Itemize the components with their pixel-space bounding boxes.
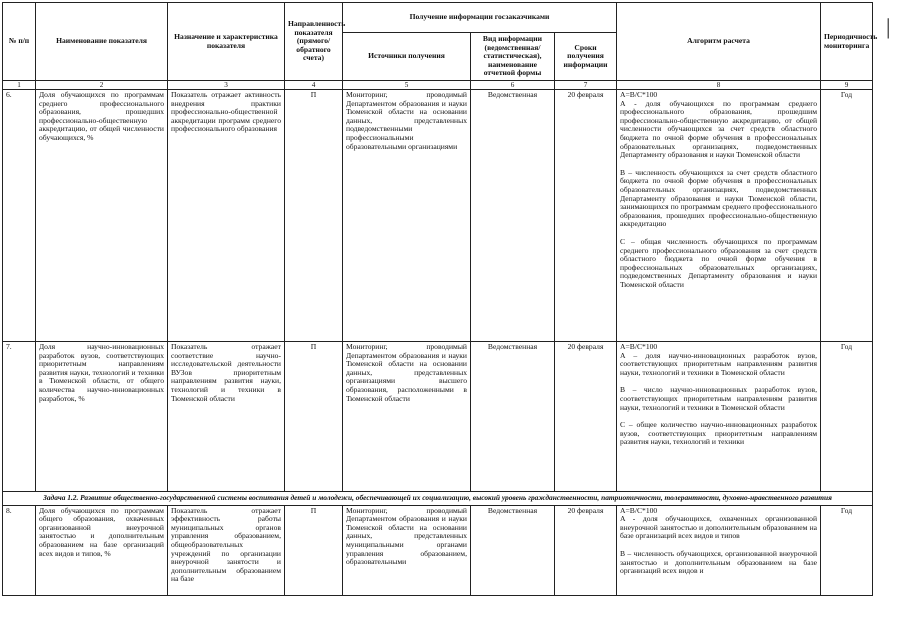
col-number: 9 [821,81,873,90]
indicator-purpose: Показатель отражает активность внедрения практики профессионально-общественной аккредитации программ среднего профессионального образования [168,90,285,342]
algorithm-paragraph: B – число научно-инновационных разработок вузов, соответствующих приоритетным направлениям развития науки, технологий и техники в Тюменской области [620,385,818,412]
formula: A=B/C*100 [620,342,658,351]
indicator-direction: П [285,342,343,492]
indicator-name: Доля обучающихся по программам среднего профессионального образования, прошедших профессионально-общественную аккредитацию, от общей численности обучающихся, % [36,90,168,342]
table-row [3,90,873,342]
algorithm-paragraph: A – доля научно-инновационных разработок вузов, соответствующих приоритетным направлениям развития науки, технологий и техники в Тюменской области [620,350,818,377]
header-num: № п/п [3,3,36,81]
indicator-direction: П [285,90,343,342]
header-deadlines: Сроки получения информации [555,33,617,81]
column-number-row [3,81,873,90]
header-sources: Источники получения [343,33,471,81]
calc-algorithm [617,90,821,342]
periodicity: Год [821,505,873,595]
calc-algorithm [617,505,821,595]
task-heading: Задача 1.2. Развитие общественно-государственной системы воспитания детей и молодежи, обеспечивающей их социализацию, высокий уровень гражданственности, патриотичности, толерантности, духовно-нравственного развития [3,492,873,506]
algorithm-paragraph: A - доля обучающихся по программам среднего профессионального образования, прошедшим профессионально-общественную аккредитацию, от общей численности обучающихся за счет средств областного бюджета по очной форме обучения в профессиональных образовательных организациях, подведомственных Департаменту образования и науки Тюменской области [620,98,818,160]
info-deadline: 20 февраля [555,505,617,595]
col-number: 8 [617,81,821,90]
info-deadline: 20 февраля [555,342,617,492]
periodicity: Год [821,342,873,492]
info-source: Мониторинг, проводимый Департаментом образования и науки Тюменской области на основании данных, представленных организациями высшего образования, расположенными в Тюменской области [343,342,471,492]
indicators-table [2,2,878,596]
algorithm-paragraph: C – общая численность обучающихся по программам среднего профессионального образования за счет средств областного бюджета по очной форме обучения в профессиональных образовательных организациях, подведомственных Департаменту образования и науки Тюменской области [620,236,818,289]
calc-algorithm [617,342,821,492]
margin-stroke: | [886,14,891,39]
header-info-type: Вид информации (ведомственная/ статистическая), наименование отчетной формы [471,33,555,81]
row-num: 8. [3,505,36,595]
col-number: 3 [168,81,285,90]
col-number: 1 [3,81,36,90]
indicator-direction: П [285,505,343,595]
indicator-purpose: Показатель отражает эффективность работы муниципальных органов управления образованием, общеобразовательных учреждений по организации внеурочной занятости и дополнительным образованием на базе [168,505,285,595]
header-name: Наименование показателя [36,3,168,81]
col-number: 7 [555,81,617,90]
algorithm-paragraph: B – численность обучающихся за счет средств областного бюджета по очной форме обучения в профессиональных образовательных организациях, подведомственных Департаменту образования и науки Тюменской области, занимающихся по программам среднего профессионального образования, прошедших профессионально-общественную аккредитацию [620,167,818,229]
periodicity: Год [821,90,873,342]
header-purpose: Назначение и характеристика показателя [168,3,285,81]
algorithm-paragraph: A - доля обучающихся, охваченных организованной внеурочной занятостью и дополнительным образованием на базе организаций всех видов и типов [620,514,818,541]
task-row [3,492,873,506]
col-number: 6 [471,81,555,90]
header-periodicity: Периодичность мониторинга [821,3,873,81]
info-type: Ведомственная [471,90,555,342]
indicator-name: Доля научно-инновационных разработок вузов, соответствующих приоритетным направлениям развития науки, технологий и техники в Тюменской области, от общего количества научно-инновационных разработок, % [36,342,168,492]
col-number: 2 [36,81,168,90]
info-type: Ведомственная [471,342,555,492]
info-source: Мониторинг, проводимый Департаментом образования и науки Тюменской области на основании данных, представленных муниципальными органами управления образованием, образовательными [343,505,471,595]
algorithm-paragraph: C – общее количество научно-инновационных разработок вузов, соответствующих приоритетным направлениям развития науки, технологий и техники [620,420,818,447]
formula: A=B/C*100 [620,90,658,99]
row-num: 7. [3,342,36,492]
info-deadline: 20 февраля [555,90,617,342]
info-source: Мониторинг, проводимый Департаментом образования и науки Тюменской области на основании данных, представленных подведомственными профессиональными образовательными организациями [343,90,471,342]
algorithm-paragraph: B – численность обучающихся, организованной внеурочной занятостью и дополнительным образованием на базе организаций всех видов и [620,548,818,576]
header-direction: Направленность показателя (прямого/обратного счета) [285,3,343,81]
table-row [3,342,873,492]
indicator-purpose: Показатель отражает соответствие научно-исследовательской деятельности ВУЗов приоритетным направлениям развития науки, технологий и техники в Тюменской области [168,342,285,492]
formula: A=B/C*100 [620,505,658,515]
info-type: Ведомственная [471,505,555,595]
table-row [3,505,873,595]
row-num: 6. [3,90,36,342]
header-info-group: Получение информации госзаказчиками [343,3,617,33]
indicator-name: Доля обучающихся по программам общего образования, охваченных организованной внеурочной занятостью и дополнительным образованием на базе организаций всех видов и типов, % [36,505,168,595]
col-number: 4 [285,81,343,90]
header-algorithm: Алгоритм расчета [617,3,821,81]
col-number: 5 [343,81,471,90]
